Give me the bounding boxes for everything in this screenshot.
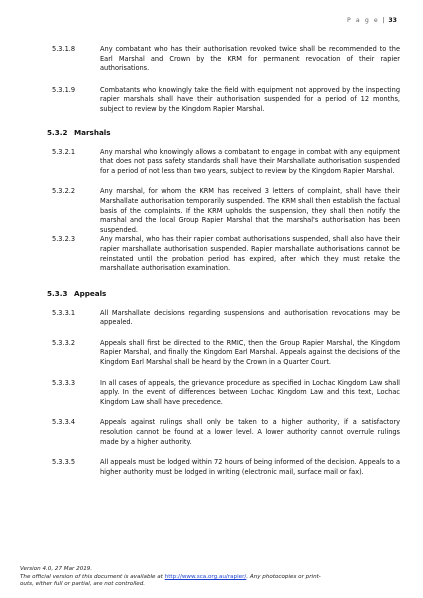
clause-text: All Marshallate decisions regarding suspensions and authorisation revocations may be appealed. [100,308,400,327]
clause-number: 5.3.2.1 [52,147,76,156]
page-header [347,17,397,24]
clause-text: Any combatant who has their authorisation revoked twice shall be recommended to the Earl Marshal and Crown by the KRM for permanent revocation of their rapier authorisations. [100,45,400,73]
clause-number: 5.3.2.3 [52,235,76,244]
section-number: 5.3.3 [47,288,68,298]
clause-number: 5.3.3.3 [52,378,76,387]
clause-text: Combatants who knowingly take the field with equipment not approved by the inspecting rapier marshals shall have their authorisation suspended for a period of 12 months, subject to review by the Kingdom Rapier Marshal. [100,85,400,113]
clause-number: 5.3.1.8 [52,45,76,53]
clause-number: 5.3.3.2 [52,338,76,347]
footer-version: Version 4.0, 27 Mar 2019. [20,566,93,573]
clause-5-3-2-3 [52,235,400,273]
document-body [47,45,400,477]
footer-official-line [20,574,410,582]
page-number: 33 [388,17,397,24]
clause-5-3-2-1 [52,147,400,177]
clause-5-3-3-1 [52,308,400,328]
section-heading-appeals [47,289,400,299]
clause-text: Appeals shall first be directed to the RMIC, then the Group Rapier Marshal, the Kingdom Rapier Marshal, and finally the Kingdom Earl Marshal. Appeals against the decisions of the Kingdom Earl Marshal shall be heard by the Crown in a Quarter Court. [100,338,400,367]
clause-text: Appeals against rulings shall only be taken to a higher authority, if a satisfactory resolution cannot be found at a lower level. A lower authority cannot overrule rulings made by a higher authority. [100,418,400,446]
footer-official-suffix: . Any photocopies or print- [246,573,321,580]
page-footer [20,566,410,589]
clause-5-3-3-4 [52,418,400,447]
clause-5-3-1-9 [52,85,400,115]
footer-official-prefix: The official version of this document is available at [20,573,165,580]
clause-number: 5.3.3.1 [52,308,76,317]
header-separator: | [382,17,385,24]
clause-5-3-2-2 [52,187,400,235]
clause-5-3-1-8 [52,45,400,74]
official-url-link[interactable]: http://www.sca.org.au/rapier/ [164,573,247,580]
page-label: P a g e [346,17,380,24]
clause-number: 5.3.2.2 [52,187,76,196]
clause-5-3-3-3 [52,378,400,408]
clause-5-3-3-2 [52,338,400,368]
clause-text: In all cases of appeals, the grievance procedure as specified in Lochac Kingdom Law shall apply. In the event of differences between Lochac Kingdom Law and this text, Lochac Kingdom Law shall have precedence. [100,378,400,406]
clause-number: 5.3.3.5 [52,458,76,467]
clause-5-3-3-5 [52,458,400,477]
clause-number: 5.3.3.4 [52,418,76,427]
section-number: 5.3.2 [47,127,68,137]
clause-text: All appeals must be lodged within 72 hours of being informed of the decision. Appeals to a higher authority must be lodged in writing (electronic mail, surface mail or fax). [100,458,400,476]
clause-text: Any marshal who knowingly allows a combatant to engage in combat with any equipment that does not pass safety standards shall have their Marshallate authorisation suspended for a period of not less than two years, subject to review by the Kingdom Rapier Marshal. [100,147,400,175]
section-heading-marshals [47,128,400,138]
clause-text: Any marshal, who has their rapier combat authorisations suspended, shall also have their rapier marshallate authorisation suspended. Rapier marshallate authorisations cannot be reinstated until the probation period has expired, after which they must retake the marshallate authorisation examination. [100,235,400,273]
section-title: Appeals [74,288,107,298]
clause-number: 5.3.1.9 [52,85,76,94]
section-title: Marshals [74,127,111,137]
footer-control-note: outs, either full or partial, are not controlled. [20,581,146,588]
clause-text: Any marshal, for whom the KRM has received 3 letters of complaint, shall have their Marshallate authorisation temporarily suspended. The KRM shall then establish the factual basis of the complaints. If the KRM upholds the suspension, they shall then notify the marshal and the local Group Rapier Marshal that the marshal's authorisation has been suspended. [100,187,400,234]
